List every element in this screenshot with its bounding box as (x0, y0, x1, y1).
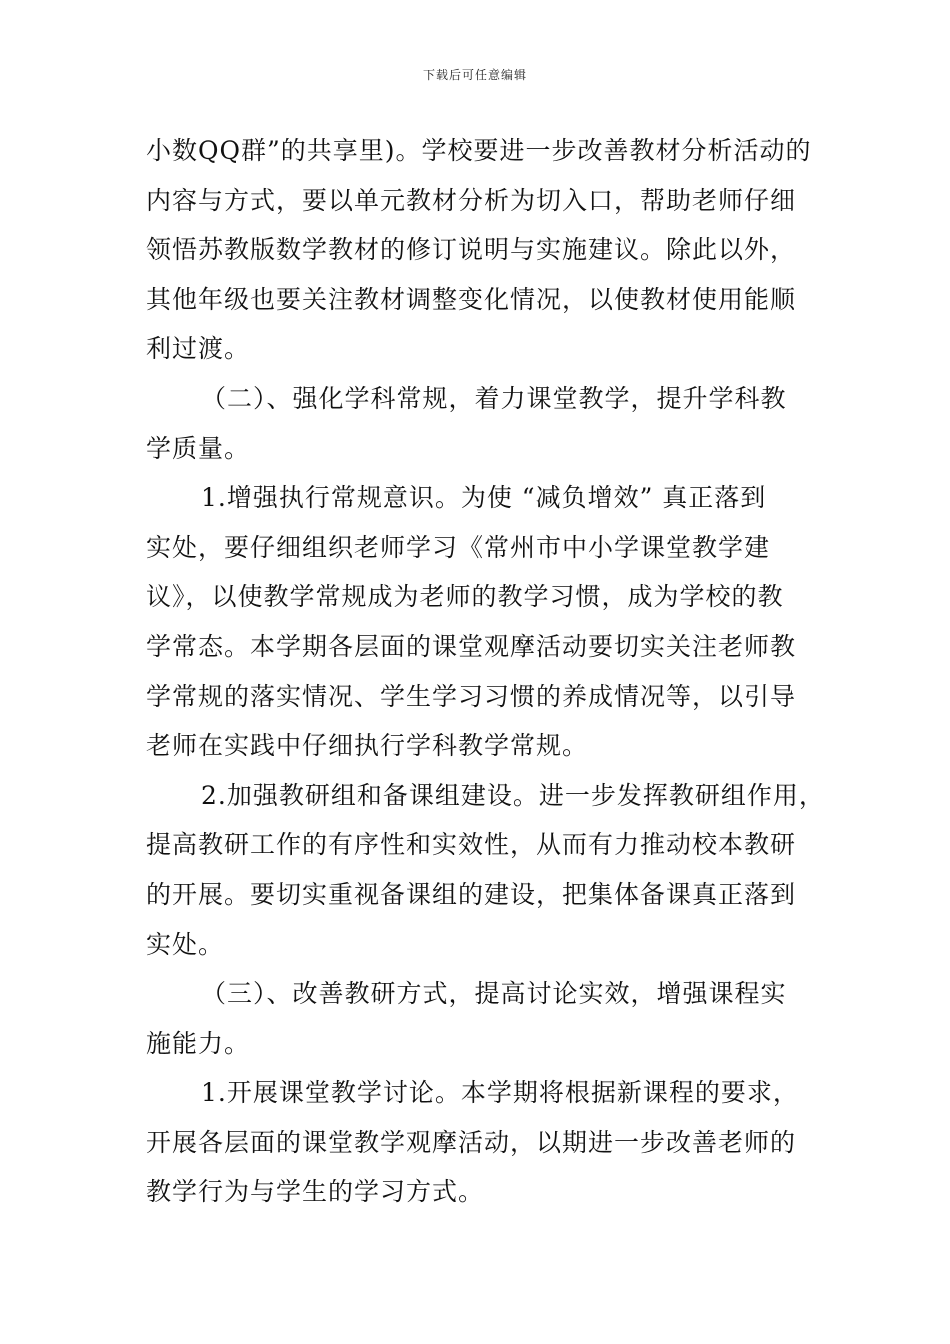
text-line: 开展各层面的课堂教学观摩活动，以期进一步改善老师的 (146, 1127, 797, 1157)
text-line: 1.开展课堂教学讨论。本学期将根据新课程的要求， (201, 1078, 799, 1108)
text-line: 小数QQ群”的共享里)。学校要进一步改善教材分析活动的 (146, 136, 812, 165)
text-line: 1.增强执行常规意识。为使 “减负增效” 真正落到 (201, 483, 767, 513)
section-heading-line: （三）、改善教研方式，提高讨论实效，增强课程实 (201, 979, 787, 1009)
text-line: 内容与方式，要以单元教材分析为切入口，帮助老师仔细 (146, 185, 797, 215)
text-line: 学常态。本学期各层面的课堂观摩活动要切实关注老师教 (146, 631, 797, 661)
text-line: 学常规的落实情况、学生学习习惯的养成情况等，以引导 (146, 681, 797, 711)
section-heading-line: 学质量。 (146, 433, 251, 463)
text-line: 利过渡。 (146, 334, 251, 364)
text-line: 教学行为与学生的学习方式。 (146, 1177, 485, 1207)
page-header: 下载后可任意编辑 (422, 68, 527, 82)
text-line: 实处，要仔细组织老师学习《常州市中小学课堂教学建 (146, 532, 771, 562)
text-line: 2.加强教研组和备课组建设。进一步发挥教研组作用， (201, 780, 825, 810)
text-line: 老师在实践中仔细执行学科教学常规。 (146, 731, 589, 761)
text-line: 议》，以使教学常规成为老师的教学习惯，成为学校的教 (146, 582, 784, 612)
section-heading-line: （二）、强化学科常规，着力课堂教学，提升学科教 (201, 383, 787, 413)
text-line: 领悟苏教版数学教材的修订说明与实施建议。除此以外， (146, 235, 797, 265)
document-body (146, 126, 826, 1217)
text-line: 的开展。要切实重视备课组的建设，把集体备课真正落到 (146, 879, 797, 909)
text-line: 实处。 (146, 929, 225, 959)
section-heading-line: 施能力。 (146, 1028, 251, 1058)
text-line: 其他年级也要关注教材调整变化情况，以使教材使用能顺 (146, 284, 797, 314)
text-line: 提高教研工作的有序性和实效性，从而有力推动校本教研 (146, 830, 797, 860)
